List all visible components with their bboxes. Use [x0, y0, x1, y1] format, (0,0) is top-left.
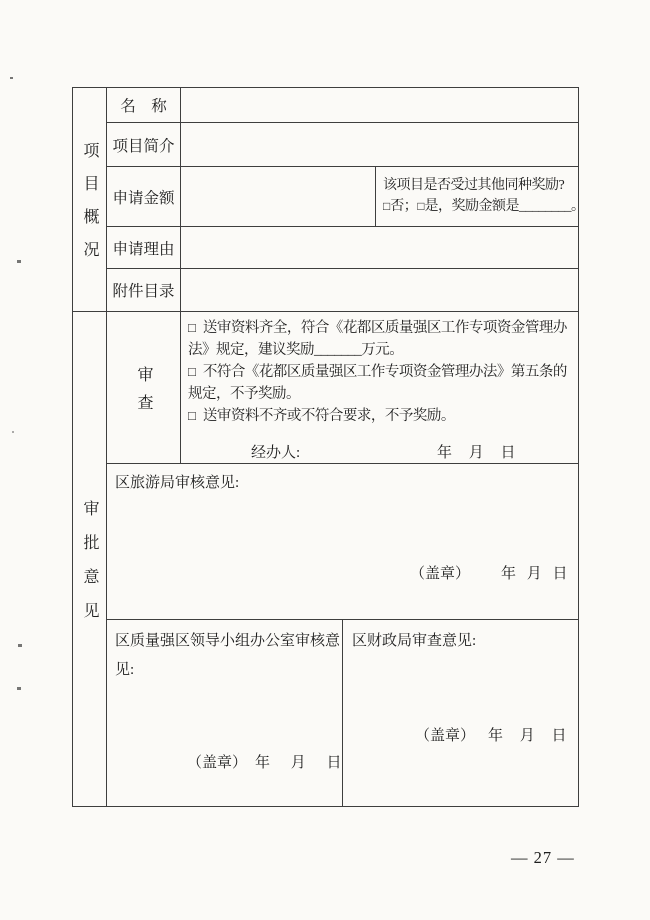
- handler-date: 年 月 日: [437, 445, 516, 461]
- review-options-cell: [181, 312, 578, 463]
- review-option-1-text: 送审资料齐全，符合《花都区质量强区工作专项资金管理办法》规定，建议奖励_______万元。: [188, 320, 567, 358]
- section-label-approval: 审批意见: [81, 500, 98, 636]
- quality-office-opinion-cell: [107, 620, 343, 806]
- review-option-3-text: 送审资料不齐或不符合要求，不予奖励。: [202, 408, 455, 424]
- reason-blank-cell: [181, 227, 578, 268]
- row-label-amount: 申请金额: [107, 167, 181, 226]
- quality-office-date: 年 月 日: [255, 755, 342, 771]
- row-project-brief: [107, 123, 578, 167]
- row-label-name: 名 称: [107, 88, 181, 122]
- scan-speck: [12, 431, 14, 433]
- tourism-date: 年 月 日: [501, 566, 568, 582]
- section-project-overview: [73, 88, 585, 312]
- checkbox-icon: □: [188, 364, 196, 379]
- row-label-brief: 项目简介: [107, 123, 181, 166]
- row-tourism-bureau-opinion: [107, 464, 578, 620]
- finance-stamp-line: [415, 724, 567, 745]
- tourism-bureau-opinion-title: 区旅游局审核意见:: [115, 475, 240, 491]
- section-label-cell-project-overview: [73, 88, 107, 311]
- checkbox-yes-label: 是，奖励金额是________。: [424, 199, 585, 214]
- row-office-and-finance-opinions: [107, 620, 578, 806]
- checkbox-yes-icon: □: [417, 199, 425, 213]
- row-application-amount: [107, 167, 585, 227]
- review-option-1: [188, 317, 576, 361]
- scan-speck: [10, 77, 13, 79]
- checkbox-icon: □: [188, 320, 196, 335]
- review-label: 审查: [135, 365, 152, 422]
- finance-stamp-label: （盖章）: [415, 728, 476, 744]
- project-overview-rows: [107, 88, 585, 311]
- quality-office-stamp-label: （盖章）: [187, 755, 248, 771]
- application-form-table: [72, 87, 585, 807]
- finance-bureau-opinion-title: 区财政局审查意见:: [352, 633, 477, 649]
- other-award-question-cell: [376, 167, 587, 226]
- review-option-3: [188, 405, 576, 428]
- review-option-2-text: 不符合《花都区质量强区工作专项资金管理办法》第五条的规定，不予奖励。: [188, 364, 567, 402]
- handler-label: 经办人:: [251, 445, 301, 461]
- checkbox-no-label: 否；: [390, 199, 418, 214]
- finance-date: 年 月 日: [488, 728, 567, 744]
- checkbox-no-icon: □: [383, 199, 391, 213]
- approval-rows: [107, 312, 578, 806]
- tourism-bureau-opinion-cell: [107, 464, 578, 619]
- row-label-reason: 申请理由: [107, 227, 181, 268]
- section-label-cell-approval: [73, 312, 107, 806]
- section-label-project-overview: 项目概况: [81, 142, 98, 274]
- review-option-2: [188, 361, 576, 405]
- quality-office-stamp-line: [187, 751, 342, 772]
- other-award-question-line1: 该项目是否受过其他同种奖励?: [383, 178, 565, 193]
- other-award-question-line2: [383, 196, 585, 217]
- section-approval-opinions: [73, 312, 578, 806]
- review-label-cell: [107, 312, 181, 463]
- row-review: [107, 312, 578, 464]
- scan-speck: [17, 687, 21, 690]
- attachments-blank-cell: [181, 269, 578, 311]
- amount-blank-cell: [181, 167, 376, 226]
- tourism-stamp-label: （盖章）: [410, 566, 471, 582]
- finance-bureau-opinion-cell: [343, 620, 578, 806]
- row-project-name: [107, 88, 578, 123]
- row-label-attachments: 附件目录: [107, 269, 181, 311]
- row-application-reason: [107, 227, 578, 269]
- quality-office-opinion-title: 区质量强区领导小组办公室审核意见:: [115, 633, 341, 678]
- tourism-stamp-line: [410, 562, 568, 583]
- checkbox-icon: □: [188, 408, 196, 423]
- brief-blank-cell: [181, 123, 578, 166]
- row-attachments: [107, 269, 578, 311]
- name-blank-cell: [181, 88, 578, 122]
- scan-speck: [17, 260, 21, 263]
- scan-speck: [18, 644, 22, 647]
- page-number: — 27 —: [511, 848, 575, 867]
